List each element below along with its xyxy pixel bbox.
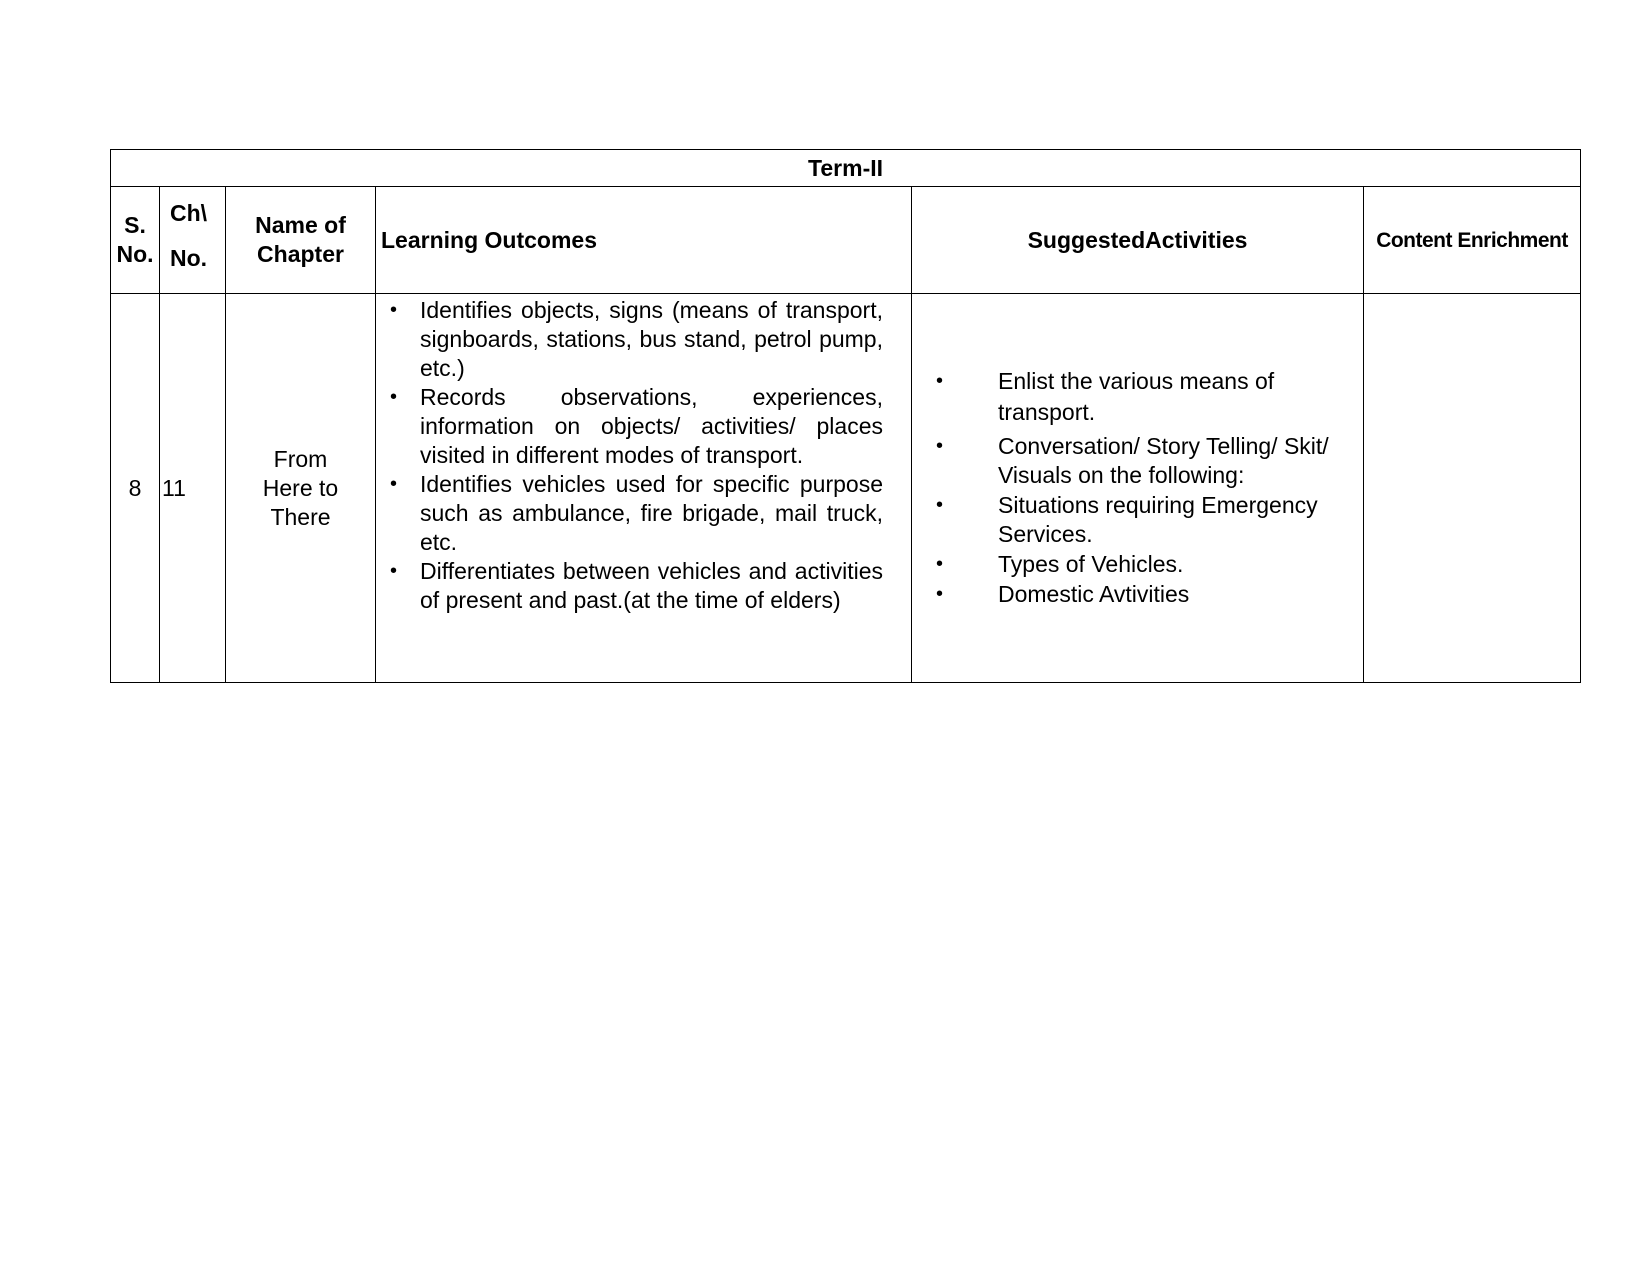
header-ch-no-bottom: No.	[170, 245, 208, 271]
header-ch-no-top: Ch\	[170, 200, 208, 226]
cell-content-enrichment	[1364, 294, 1581, 683]
list-item: • Conversation/ Story Telling/ Skit/ Visuals on the following:	[998, 432, 1355, 490]
header-content-enrichment: Content Enrichment	[1364, 187, 1581, 294]
cell-learning-outcomes	[376, 294, 912, 683]
cell-s-no: 8	[111, 294, 160, 683]
list-item: • Enlist the various means of transport.	[998, 366, 1355, 428]
chapter-name-text: From Here to There	[262, 445, 339, 530]
list-item: • Identifies objects, signs (means of transport, signboards, stations, bus stand, petrol pump, etc.)	[420, 296, 883, 383]
cell-ch-no: 11	[160, 294, 226, 683]
header-s-no: S. No.	[111, 187, 160, 294]
learning-outcomes-list	[388, 296, 883, 615]
list-item: • Domestic Avtivities	[998, 580, 1355, 609]
cell-suggested-activities	[912, 294, 1364, 683]
list-item: • Records observations, experiences, information on objects/ activities/ places visited in different modes of transport.	[420, 383, 883, 470]
term-table	[110, 149, 1581, 683]
header-ch-no	[160, 187, 226, 294]
list-item: • Identifies vehicles used for specific purpose such as ambulance, fire brigade, mail truck, etc.	[420, 470, 883, 557]
header-name-of-chapter: Name of Chapter	[226, 187, 376, 294]
suggested-activities-list	[932, 366, 1355, 609]
list-item: • Types of Vehicles.	[998, 550, 1355, 579]
list-item: • Differentiates between vehicles and activities of present and past.(at the time of elders)	[420, 557, 883, 615]
term-title: Term-II	[111, 150, 1581, 187]
table-row	[111, 294, 1581, 683]
header-learning-outcomes: Learning Outcomes	[376, 187, 912, 294]
header-row	[111, 187, 1581, 294]
header-suggested-activities: SuggestedActivities	[912, 187, 1364, 294]
cell-chapter-name	[226, 294, 376, 683]
list-item: • Situations requiring Emergency Services.	[998, 491, 1355, 549]
